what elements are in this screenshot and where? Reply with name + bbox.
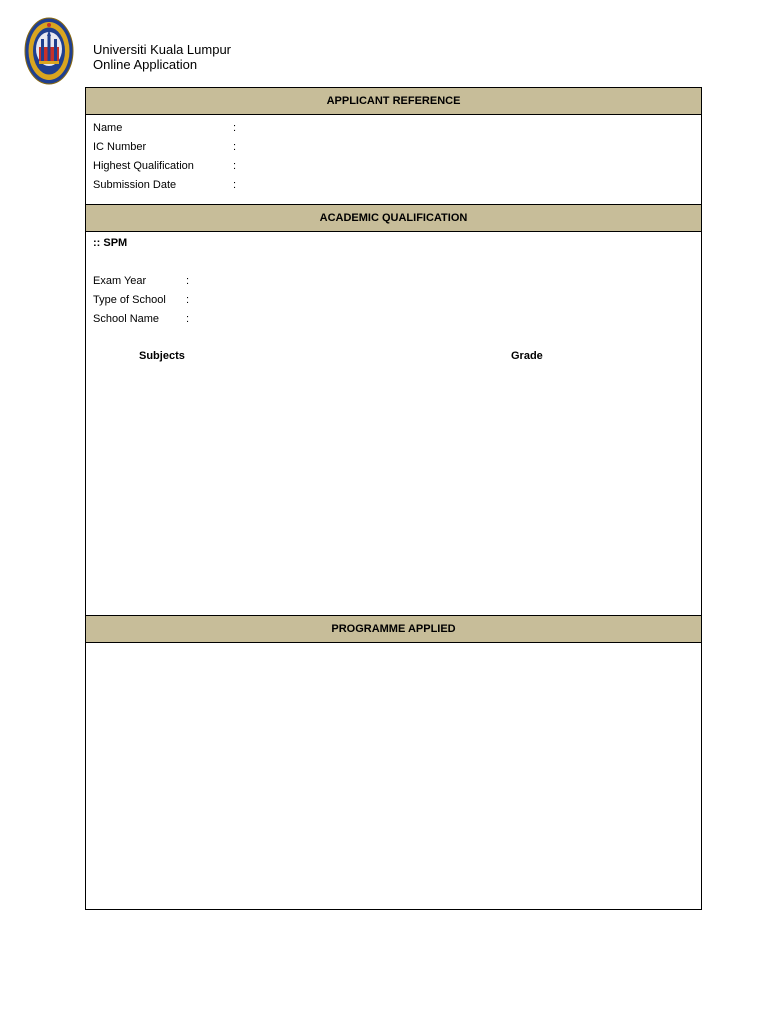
submission-date-label: Submission Date	[93, 179, 177, 191]
academic-qualification-header: ACADEMIC QUALIFICATION	[86, 204, 701, 232]
school-name-label: School Name	[93, 313, 160, 325]
type-of-school-separator: :	[186, 294, 190, 306]
application-title: Online Application	[93, 57, 198, 72]
exam-year-label: Exam Year	[93, 275, 147, 287]
application-form	[85, 87, 702, 910]
highest-qualification-separator: :	[233, 160, 237, 172]
name-separator: :	[233, 122, 237, 134]
submission-date-separator: :	[233, 179, 237, 191]
type-of-school-label: Type of School	[93, 294, 166, 306]
programme-applied-header: PROGRAMME APPLIED	[86, 615, 701, 643]
exam-year-separator: :	[186, 275, 190, 287]
spm-title: :: SPM	[93, 237, 128, 249]
school-name-separator: :	[186, 313, 190, 325]
ic-number-separator: :	[233, 141, 237, 153]
university-logo-icon	[24, 17, 74, 85]
highest-qualification-label: Highest Qualification	[93, 160, 194, 172]
grade-column-header: Grade	[511, 350, 543, 362]
university-name: Universiti Kuala Lumpur	[93, 42, 232, 57]
name-label: Name	[93, 122, 123, 134]
applicant-reference-header: APPLICANT REFERENCE	[86, 88, 701, 115]
subjects-column-header: Subjects	[139, 350, 185, 362]
ic-number-label: IC Number	[93, 141, 147, 153]
